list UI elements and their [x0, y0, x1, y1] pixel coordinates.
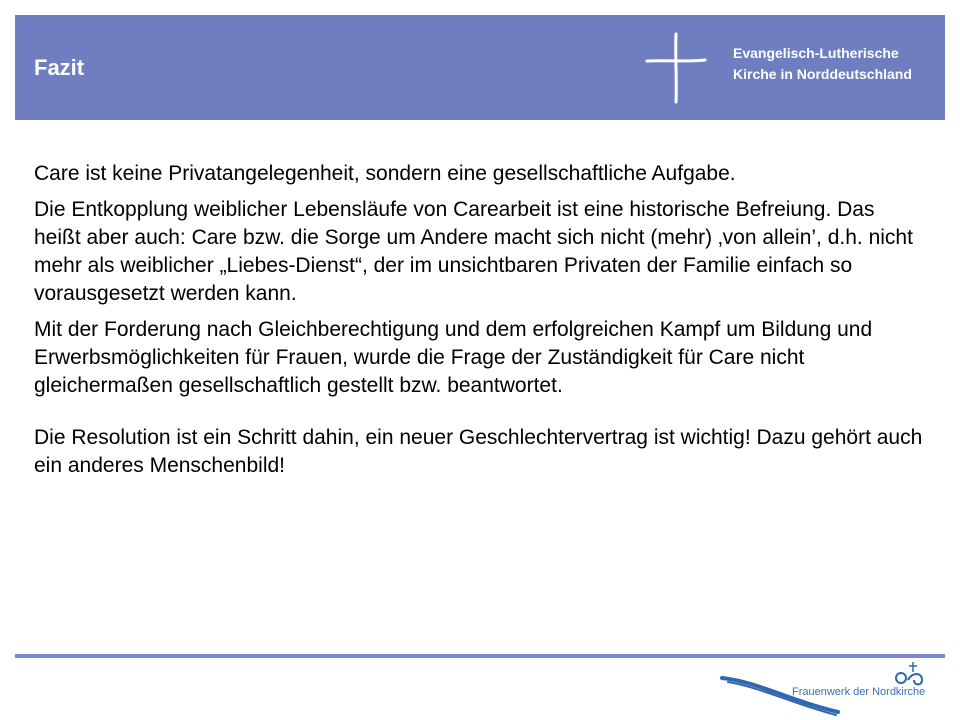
- footer-logo-text: Frauenwerk der Nordkirche: [792, 686, 926, 698]
- organization-name-line-2: Kirche in Norddeutschland: [733, 66, 912, 82]
- paragraph-3: Mit der Forderung nach Gleichberechtigung und dem erfolgreichen Kampf um Bildung und Erwerbsmöglichkeiten für Frauen, wurde die Frage der Zuständigkeit für Care nicht gleichermaßen gesellschaftlich gestellt bzw. beantwortet.: [34, 318, 873, 397]
- footer-divider: [15, 654, 945, 658]
- slide-header: [15, 15, 945, 120]
- organization-name-line-1: Evangelisch-Lutherische: [733, 45, 899, 61]
- paragraph-2: Die Entkopplung weiblicher Lebensläufe von Carearbeit ist eine historische Befreiung. Das heißt aber auch: Care bzw. die Sorge um Andere macht sich nicht (mehr) ‚von allein’, d.h. nicht mehr als weiblicher „Liebes-Dienst“, der im unsichtbaren Privaten der Familie einfach so vorausgesetzt werden kann.: [34, 198, 913, 305]
- slide-title: Fazit: [34, 55, 85, 80]
- organization-name: [733, 43, 912, 85]
- paragraph-4: Die Resolution ist ein Schritt dahin, ein neuer Geschlechtervertrag ist wichtig! Dazu gehört auch ein anderes Menschenbild!: [34, 426, 923, 477]
- slide-body: [34, 160, 926, 488]
- paragraph-1: Care ist keine Privatangelegenheit, sondern eine gesellschaftliche Aufgabe.: [34, 162, 736, 185]
- cross-icon: [645, 32, 707, 104]
